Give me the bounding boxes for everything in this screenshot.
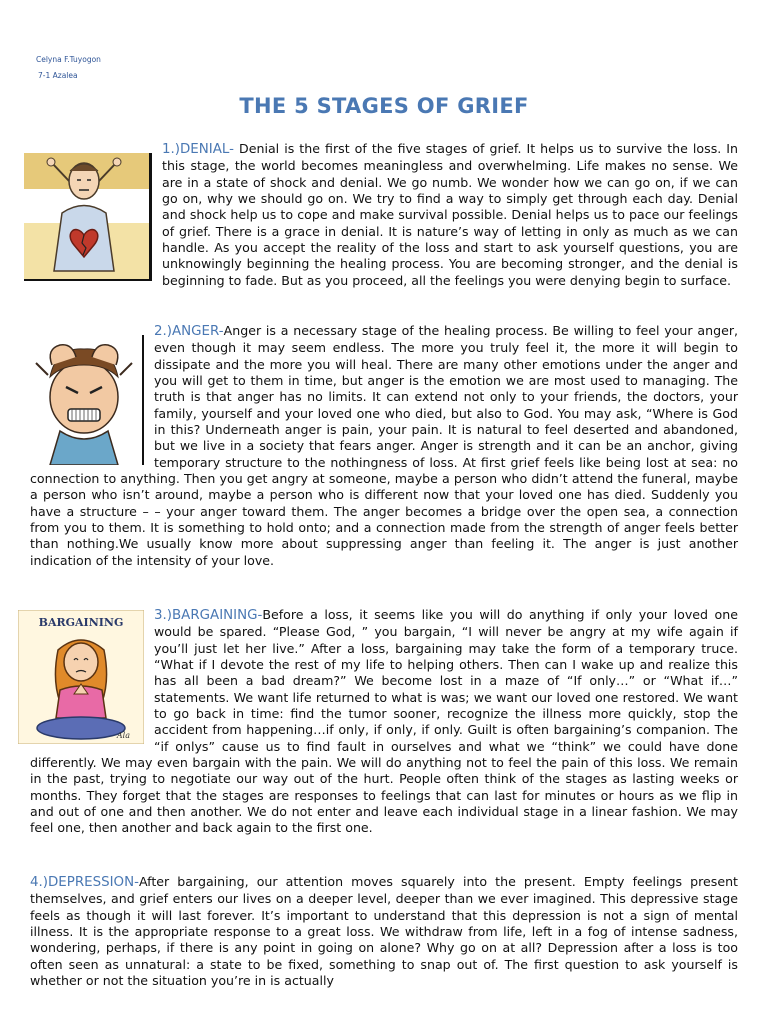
denial-illustration-icon bbox=[24, 153, 152, 281]
stage-anger bbox=[30, 323, 738, 569]
bargaining-illustration-icon bbox=[18, 610, 144, 744]
author-name: Celyna F.Tuyogon bbox=[36, 55, 101, 64]
stage-bargaining-text: Before a loss, it seems like you will do anything if only your loved one would be spared. “Please God, ” you bargain, “I will never be angry at my wife again if you’ll just let her live.” After a loss, bargaining may take the form of a temporary truce. “What if I devote the rest of my life to helping others. Then can I wake up and realize this has all been a bad dream?” We become lost in a maze of “If only…” or “What if…” statements. We want life returned to what is was; we want our loved one restored. We want to go back in time: find the tumor sooner, recognize the illness more quickly, stop the accident from happening…if only, if only, if only. Guilt is often bargaining’s companion. The “if onlys” cause us to find fault in ourselves and what we “think” we could have done differently. We may even bargain with the pain. We will do anything not to feel the pain of this loss. We remain in the past, trying to negotiate our way out of the hurt. People often think of the stages as lasting weeks or months. They forget that the stages are responses to feelings that can last for minutes or hours as we flip in and out of one and then another. We do not enter and leave each individual stage in a linear fashion. We may feel one, then another and back again to the first one. bbox=[30, 607, 738, 836]
stage-anger-text: Anger is a necessary stage of the healing process. Be willing to feel your anger, even though it may seem endless. The more you truly feel it, the more it will begin to dissipate and the more you will heal. There are many other emotions under the anger and you will get to them in time, but anger is the emotion we are most used to managing. The truth is that anger has no limits. It can extend not only to your friends, the doctors, your family, yourself and your loved one who died, but also to God. You may ask, “Where is God in this? Underneath anger is pain, your pain. It is natural to feel deserted and abandoned, but we live in a society that fears anger. Anger is strength and it can be an anchor, giving temporary structure to the nothingness of loss. At first grief feels like being lost at sea: no connection to anything. Then you get angry at someone, maybe a person who didn’t attend the funeral, maybe a person who isn’t around, maybe a person who is different now that your loved one has died. Suddenly you have a structure – – your anger toward them. The anger becomes a bridge over the open sea, a connection from you to them. It is something to hold onto; and a connection made from the strength of anger feels better than nothing.We usually know more about suppressing anger than feeling it. The anger is just another indication of the intensity of your love. bbox=[30, 323, 738, 568]
stage-depression-text: After bargaining, our attention moves squarely into the present. Empty feelings present themselves, and grief enters our lives on a deeper level, deeper than we ever imagined. This depressive stage feels as though it will last forever. It’s important to understand that this depression is not a sign of mental illness. It is the appropriate response to a great loss. We withdraw from life, left in a fog of intense sadness, wondering, perhaps, if there is any point in going on alone? Why go on at all? Depression after a loss is too often seen as unnatural: a state to be fixed, something to snap out of. The first question to ask yourself is whether or not the situation you’re in is actually bbox=[30, 874, 738, 989]
author-block bbox=[36, 52, 101, 84]
stage-bargaining bbox=[30, 607, 738, 837]
stage-bargaining-heading: 3.)BARGAINING- bbox=[154, 608, 263, 623]
stage-anger-heading: 2.)ANGER- bbox=[154, 324, 224, 339]
anger-illustration-icon bbox=[26, 335, 144, 465]
bargaining-image-label: BARGAINING bbox=[38, 616, 124, 629]
stage-denial-text: Denial is the first of the five stages of grief. It helps us to survive the loss. In this stage, the world becomes meaningless and overwhelming. Life makes no sense. We are in a state of shock and denial. We go numb. We wonder how we can go on, if we can go on, why we should go on. We try to find a way to simply get through each day. Denial and shock help us to cope and make survival possible. Denial helps us to pace our feelings of grief. There is a grace in denial. It is nature’s way of letting in only as much as we can handle. As you accept the reality of the loss and start to ask yourself questions, you are unknowingly beginning the healing process. You are becoming stronger, and the denial is beginning to fade. But as you proceed, all the feelings you were denying begin to surface. bbox=[162, 141, 738, 288]
stage-denial bbox=[30, 141, 738, 289]
stage-denial-heading: 1.)DENIAL- bbox=[162, 142, 234, 157]
author-section: 7-1 Azalea bbox=[38, 71, 78, 80]
stage-depression bbox=[30, 874, 738, 989]
page-title: THE 5 STAGES OF GRIEF bbox=[239, 94, 529, 118]
stage-depression-heading: 4.)DEPRESSION- bbox=[30, 875, 139, 890]
bargaining-image-signature: Ala bbox=[116, 731, 130, 740]
stage-depression-paragraph bbox=[30, 874, 738, 989]
